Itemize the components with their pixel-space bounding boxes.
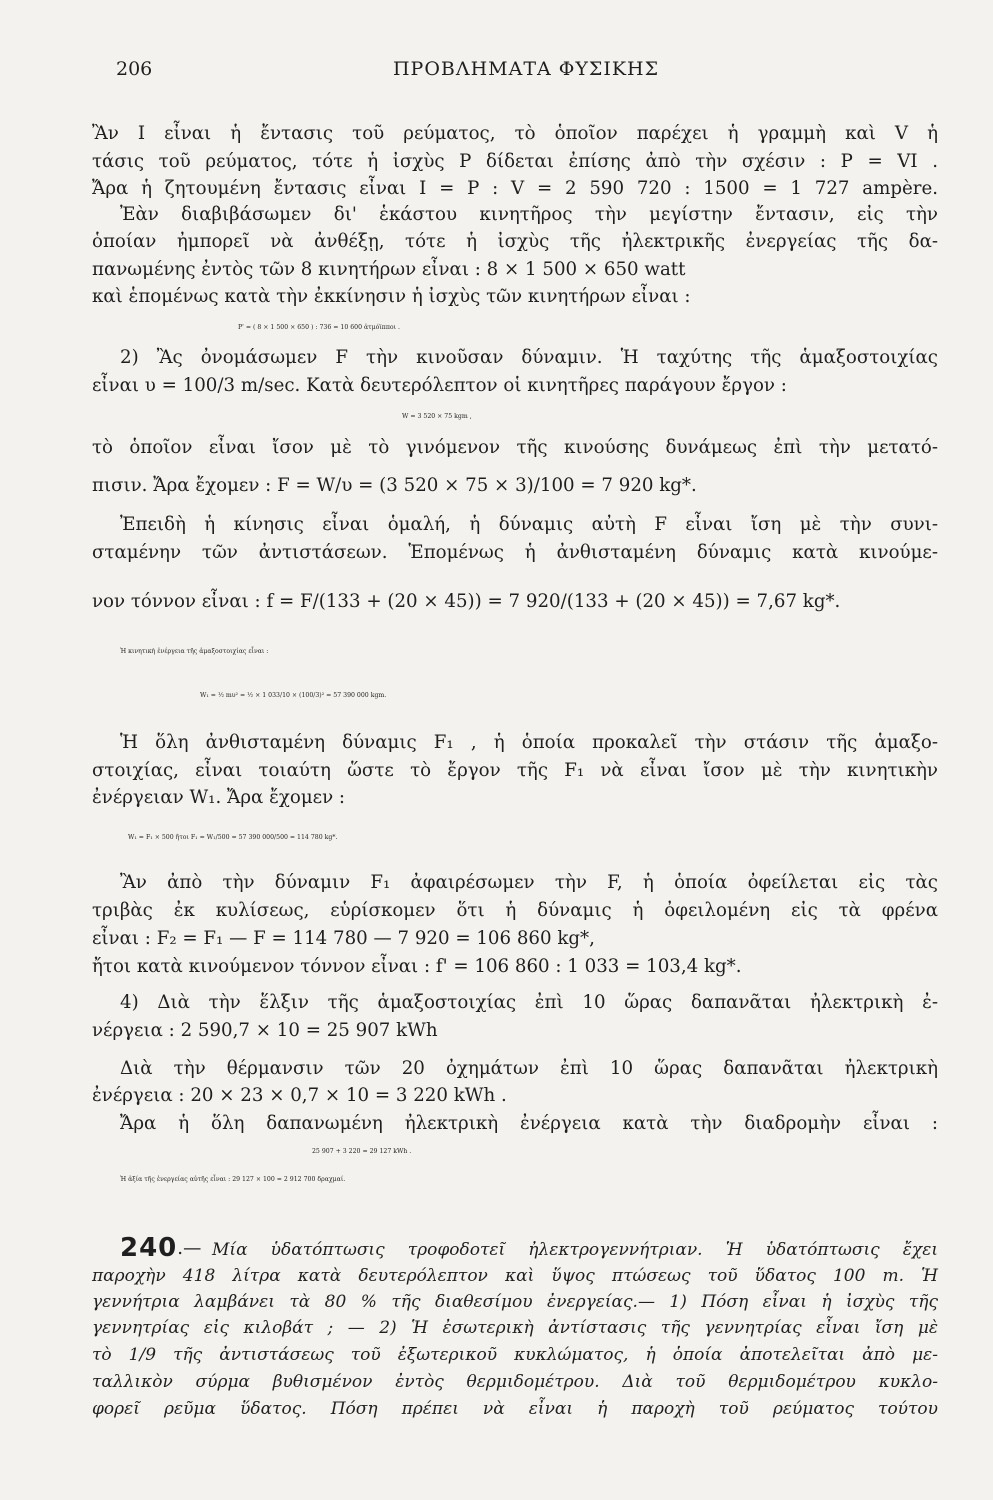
text-line: Ἐὰν διαβιβάσωμεν δι' ἑκάστου κινητῆρος τὴν μεγίστην ἔντασιν, εἰς τὴν: [120, 204, 938, 225]
equation: 25 907 + 3 220 = 29 127 kWh .: [312, 1148, 412, 1155]
problem-line: παροχὴν 418 λίτρα κατὰ δευτερόλεπτον καὶ ὕψος πτώσεως τοῦ ὕδατος 100 m. Ἡ: [92, 1266, 938, 1286]
text-line: 2) Ἂς ὀνομάσωμεν F τὴν κινοῦσαν δύναμιν. Ἡ ταχύτης τῆς ἁμαξοστοιχίας: [120, 347, 938, 368]
problem-heading: [120, 1233, 202, 1263]
text-line: ἐνέργεια : 20 × 23 × 0,7 × 10 = 3 220 kWh .: [92, 1085, 507, 1106]
equation: W₁ = F₁ × 500 ἤτοι F₁ = W₁/500 = 57 390 000/500 = 114 780 kg*.: [128, 834, 338, 841]
equation: W = 3 520 × 75 kgm ,: [402, 413, 472, 420]
problem-line: γεννητρίας εἰς κιλοβάτ ; — 2) Ἡ ἐσωτερικὴ ἀντίστασις τῆς γεννητρίας εἶναι ἴση μὲ: [92, 1318, 938, 1338]
text-line: τάσις τοῦ ρεύματος, τότε ἡ ἰσχὺς P δίδεται ἐπίσης ἀπὸ τὴν σχέσιν : P = VI .: [92, 151, 938, 172]
text-line: 4) Διὰ τὴν ἕλξιν τῆς ἁμαξοστοιχίας ἐπὶ 10 ὥρας δαπανᾶται ἠλεκτρικὴ ἐ-: [120, 992, 938, 1013]
equation: W₁ = ½ mυ² = ½ × 1 033/10 × (100/3)² = 57 390 000 kgm.: [200, 692, 387, 699]
equation: P' = ( 8 × 1 500 × 650 ) : 736 = 10 600 ἀτμόϊπποι .: [238, 324, 400, 331]
page-number: 206: [116, 58, 153, 80]
text-line: Διὰ τὴν θέρμανσιν τῶν 20 ὀχημάτων ἐπὶ 10 ὥρας δαπανᾶται ἠλεκτρικὴ: [120, 1058, 938, 1079]
text-line: καὶ ἑπομένως κατὰ τὴν ἐκκίνησιν ἡ ἰσχὺς τῶν κινητήρων εἶναι :: [92, 286, 691, 307]
text-line: Ἡ ἀξία τῆς ἐνεργείας αὐτῆς εἶναι : 29 127 × 100 = 2 912 700 δραχμαί.: [120, 1176, 346, 1183]
problem-line: τὸ 1/9 τῆς ἀντιστάσεως τοῦ ἐξωτερικοῦ κυκλώματος, ἡ ὁποία ἀποτελεῖται ἀπὸ με-: [92, 1345, 938, 1365]
equation: πισιν. Ἄρα ἔχομεν : F = W/υ = (3 520 × 75 × 3)/100 = 7 920 kg*.: [92, 475, 697, 496]
text-line: νέργεια : 2 590,7 × 10 = 25 907 kWh: [92, 1020, 438, 1041]
text-line: στοιχίας, εἶναι τοιαύτη ὥστε τὸ ἔργον τῆς F₁ νὰ εἶναι ἴσον μὲ τὴν κινητικὴν: [92, 760, 938, 781]
text-line: ὁποίαν ἠμπορεῖ νὰ ἀνθέξῃ, τότε ἡ ἰσχὺς τῆς ἠλεκτρικῆς ἐνεργείας τῆς δα-: [92, 231, 938, 252]
text-line: Ἡ ὅλη ἀνθισταμένη δύναμις F₁ , ἡ ὁποία προκαλεῖ τὴν στάσιν τῆς ἁμαξο-: [120, 732, 938, 753]
problem-line: γεννήτρια λαμβάνει τὰ 80 % τῆς διαθεσίμου ἐνεργείας.— 1) Πόση εἶναι ἡ ἰσχὺς τῆς: [92, 1292, 938, 1312]
text-line: ἤτοι κατὰ κινούμενον τόννον εἶναι : f' = 106 860 : 1 033 = 103,4 kg*.: [92, 956, 742, 977]
text-line: Ἂν I εἶναι ἡ ἔντασις τοῦ ρεύματος, τὸ ὁποῖον παρέχει ἡ γραμμὴ καὶ V ἡ: [92, 123, 938, 144]
text-line: Ἄρα ἡ ὅλη δαπανωμένη ἠλεκτρικὴ ἐνέργεια κατὰ τὴν διαδρομὴν εἶναι :: [120, 1113, 938, 1134]
text-line: ἐνέργειαν W₁. Ἄρα ἔχομεν :: [92, 787, 346, 808]
page-header: [116, 58, 936, 88]
text-line: εἶναι υ = 100/3 m/sec. Κατὰ δευτερόλεπτον οἱ κινητῆρες παράγουν ἔργον :: [92, 375, 787, 396]
text-line: πανωμένης ἐντὸς τῶν 8 κινητήρων εἶναι : 8 × 1 500 × 650 watt: [92, 259, 686, 280]
text-line: Ἂν ἀπὸ τὴν δύναμιν F₁ ἀφαιρέσωμεν τὴν F, ἡ ὁποία ὀφείλεται εἰς τὰς: [120, 872, 938, 893]
problem-line: Μία ὑδατόπτωσις τροφοδοτεῖ ἠλεκτρογεννήτριαν. Ἡ ὑδατόπτωσις ἔχει: [212, 1240, 938, 1260]
text-line: τριβὰς ἐκ κυλίσεως, εὑρίσκομεν ὅτι ἡ δύναμις ἡ ὀφειλομένη εἰς τὰ φρένα: [92, 900, 938, 921]
text-line: Ἄρα ἡ ζητουμένη ἔντασις εἶναι I = P : V = 2 590 720 : 1500 = 1 727 ampère.: [92, 178, 938, 199]
problem-dash: .—: [177, 1238, 202, 1259]
text-line: Ἐπειδὴ ἡ κίνησις εἶναι ὁμαλή, ἡ δύναμις αὐτὴ F εἶναι ἴση μὲ τὴν συνι-: [120, 514, 938, 535]
equation: νον τόννον εἶναι : f = F/(133 + (20 × 45)) = 7 920/(133 + (20 × 45)) = 7,67 kg*.: [92, 591, 841, 612]
text-line: Ἡ κινητικὴ ἐνέργεια τῆς ἁμαξοστοιχίας εἶναι :: [120, 648, 269, 655]
text-line: τὸ ὁποῖον εἶναι ἴσον μὲ τὸ γινόμενον τῆς κινούσης δυνάμεως ἐπὶ τὴν μετατό-: [92, 437, 938, 458]
problem-line: ταλλικὸν σύρμα βυθισμένον ἐντὸς θερμιδομέτρου. Διὰ τοῦ θερμιδομέτρου κυκλο-: [92, 1372, 938, 1392]
running-title: ΠΡΟΒΛΗΜΑΤΑ ΦΥΣΙΚΗΣ: [392, 58, 660, 80]
text-line: εἶναι : F₂ = F₁ — F = 114 780 — 7 920 = 106 860 kg*,: [92, 928, 595, 949]
problem-number: 240: [120, 1233, 178, 1263]
problem-line: φορεῖ ρεῦμα ὕδατος. Πόση πρέπει νὰ εἶναι ἡ παροχὴ τοῦ ρεύματος τούτου: [92, 1399, 938, 1419]
text-line: σταμένην τῶν ἀντιστάσεων. Ἑπομένως ἡ ἀνθισταμένη δύναμις κατὰ κινούμε-: [92, 542, 938, 563]
